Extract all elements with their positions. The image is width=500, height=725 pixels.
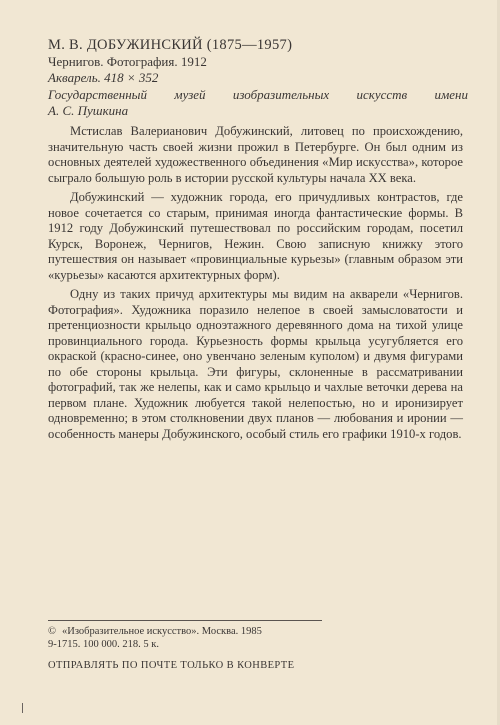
museum-name-line2: А. С. Пушкина — [48, 103, 129, 118]
copyright-icon: © — [48, 626, 56, 637]
artwork-caption — [48, 37, 468, 120]
paragraph-1: Мстислав Валерианович Добужинский, литовец по происхождению, значительную часть своей жизни прожил в Петербурге. Он был одним из основных деятелей художественного объединения «Мир искусства», которое сыграло большую роль в истории русской культуры начала XX века. — [48, 124, 463, 185]
footer-divider — [48, 620, 322, 621]
artist-name: М. В. ДОБУЖИНСКИЙ (1875—1957) — [48, 37, 293, 53]
artwork-medium: Акварель. 418 × 352 — [48, 70, 159, 85]
paragraph-3: Одну из таких причуд архитектуры мы видим на акварели «Чернигов. Фотография». Художника поразило нелепое в своей замысловатости и претенциозности крыльцо одноэтажного деревянного дома на тихой улице провинциального города. Курьезность формы крыльца усугубляется его окраской (красно-синее, оно увенчано зеленым куполом) и двумя фигурами по обе стороны крыльца. Эти фигуры, склоненные в рассматривании фотографий, так же нелепы, как и само крыльцо и чахлые веточки дерева на первом плане. Художник любуется такой нелепостью, но и иронизирует одновременно; в этом столкновении двух планов — любования и иронии — особенность манеры Добужинского, особый стиль его графики 1910-х годов. — [48, 287, 463, 441]
paragraph-2: Добужинский — художник города, его причудливых контрастов, где новое сочетается со старым, принимая иногда фантастические формы. В 1912 году Добужинский путешествовал по российским городам, посетил Курск, Воронеж, Чернигов, Нежин. Свою записную книжку этого путешествия он называет «провинциальные курьезы» (главным образом эти «курьезы» касаются архитектурных форм). — [48, 190, 463, 282]
description-text — [48, 124, 463, 446]
museum-name-line1: Государственный музей изобразительных искусств имени — [48, 86, 468, 102]
mailing-note: ОТПРАВЛЯТЬ ПО ПОЧТЕ ТОЛЬКО В КОНВЕРТЕ — [48, 660, 295, 671]
publisher-name: «Изобразительное искусство». Москва. 1985 — [62, 626, 262, 637]
publisher-info — [48, 625, 262, 651]
print-code: 9-1715. 100 000. 218. 5 к. — [48, 639, 159, 650]
artwork-title: Чернигов. Фотография. 1912 — [48, 53, 207, 69]
edge-mark — [22, 703, 23, 713]
